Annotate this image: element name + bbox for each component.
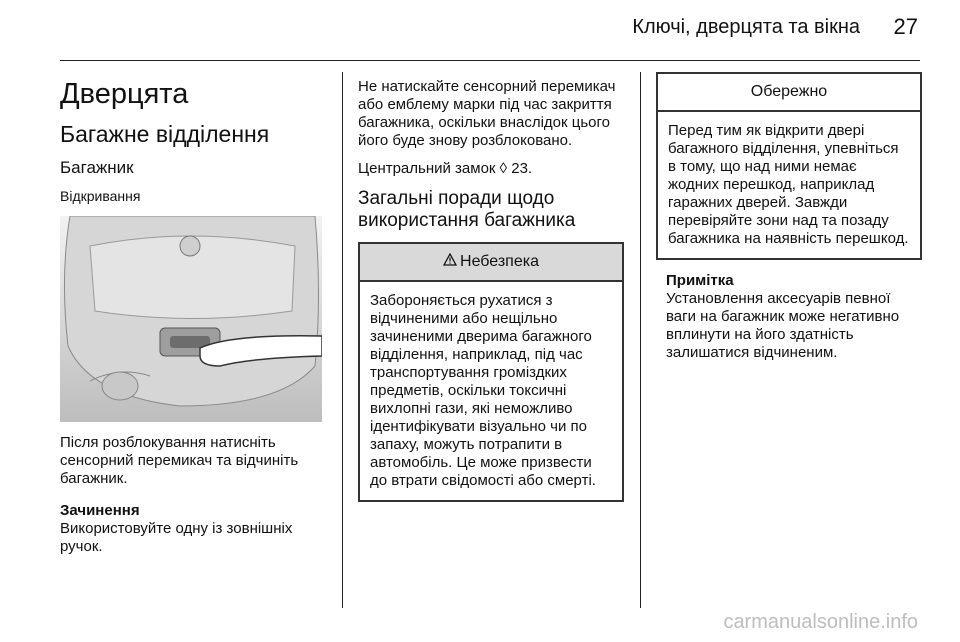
closing-paragraph: Використовуйте одну із зовнішніх ручок. [60, 520, 293, 555]
sub-subsection-title: Багажник [60, 158, 134, 177]
section-title: Дверцята [60, 78, 189, 110]
subsection-title: Багажне відділення [60, 121, 270, 147]
note-heading: Примітка [666, 272, 734, 289]
caution-box [656, 72, 922, 260]
running-title: Ключі, дверцята та вікна [632, 16, 860, 38]
header-rule [60, 60, 920, 61]
caution-title: Обережно [750, 83, 828, 100]
tailgate-handle-photo [60, 216, 322, 422]
danger-text: Забороняється рухатися з відчиненими або нещільно зачиненими дверима багажного відділення, наприклад, під час транспортування громіздких предметів, оскільки токсичні вихлопні гази, які неможливо ідентифікувати візуально чи по запаху, можуть потрапити в автомобіль. Це може призвести до втрати свідомості або смерті. [370, 292, 596, 489]
column-1 [60, 72, 330, 566]
opening-heading: Відкривання [60, 188, 141, 204]
tailgate-note-paragraph: Не натискайте сенсорний перемикач або емблему марки під час закриття багажника, оскільки внаслідок цього його буде знову розблоковано. [358, 78, 616, 149]
central-lock-reference: Центральний замок ◊ 23. [358, 160, 533, 177]
danger-box-header [360, 244, 622, 282]
warning-triangle-icon [443, 253, 457, 271]
closing-heading: Зачинення [60, 502, 140, 519]
column-divider-2 [640, 72, 641, 608]
column-divider-1 [342, 72, 343, 608]
caution-text: Перед тим як відкрити двері багажного відділення, упевніться в тому, що над ними немає жодних перешкод, наприклад гаражних дверей. Завжди перевіряйте зони над та позаду багажника на наявність перешкод. [668, 122, 909, 247]
watermark: carmanualsonline.info [723, 611, 918, 633]
danger-box [358, 242, 624, 502]
page-header [0, 0, 960, 60]
general-advice-heading: Загальні поради щодо використання багажника [358, 188, 576, 231]
column-3 [656, 72, 922, 372]
opening-paragraph: Після розблокування натисніть сенсорний перемикач та відчиніть багажник. [60, 434, 299, 487]
danger-title: Небезпека [460, 253, 539, 270]
column-2 [358, 72, 624, 512]
page-number: 27 [893, 14, 918, 39]
note-text: Установлення аксесуарів певної ваги на багажник може негативно вплинути на його здатність залишатися відчиненим. [666, 290, 900, 361]
caution-box-header [658, 74, 920, 112]
